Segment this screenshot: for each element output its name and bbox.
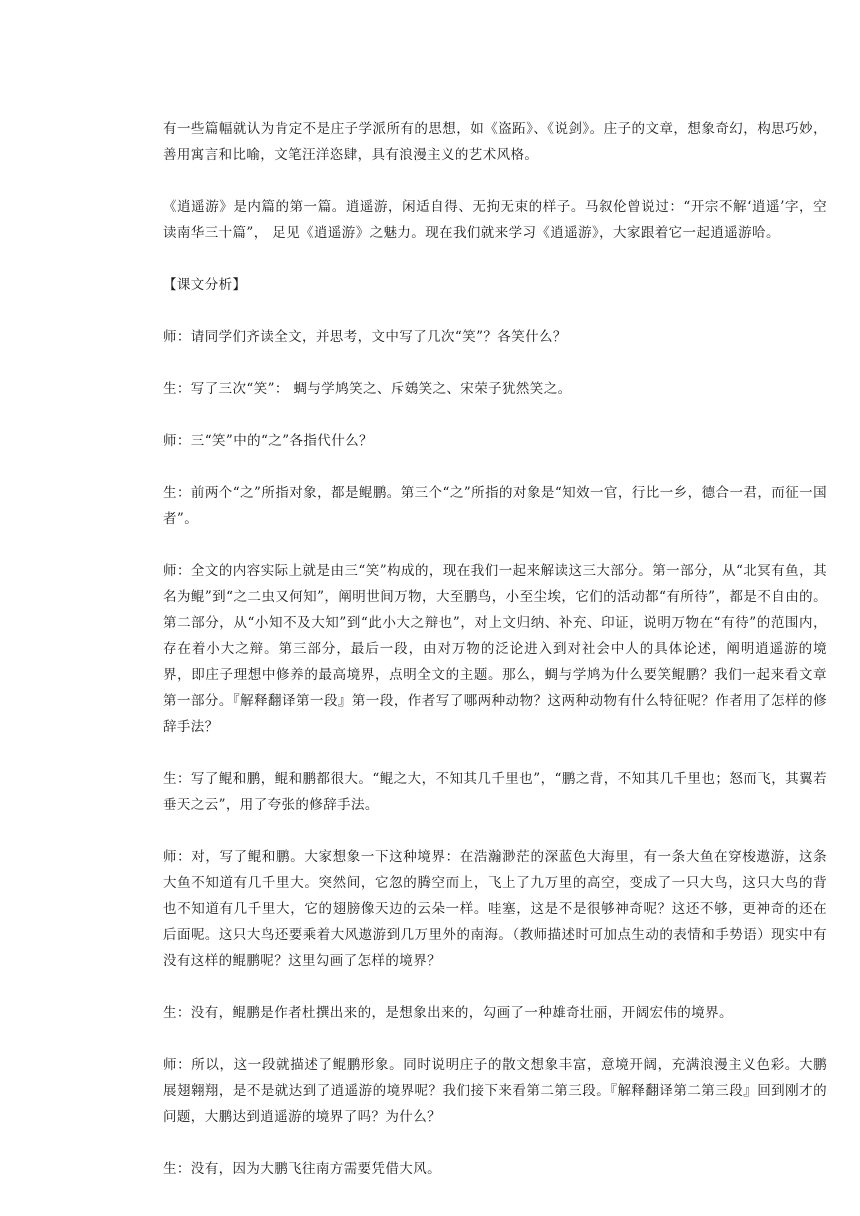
paragraph-student-kun-peng: 生：写了鲲和鹏，鲲和鹏都很大。“鲲之大，不知其几千里也”，“鹏之背，不知其几千里也；怒而飞，其翼若垂天之云”，用了夸张的修辞手法。	[163, 771, 827, 813]
paragraph-teacher-structure: 师：全文的内容实际上就是由三“笑”构成的，现在我们一起来解读这三大部分。第一部分，从“北冥有鱼，其名为鲲”到“之二虫又何知”，阐明世间万物，大至鹏鸟，小至尘埃，它们的活动都“有所待”，都是不自由的。第二部分，从“小知不及大知”到“此小大之辩也”，对上文归纳、补充、印证，说明万物在“有待”的范围内，存在着小大之辩。第三部分，最后一段，由对万物的泛论进入到对社会中人的具体论述，阐明逍遥游的境界，即庄子理想中修养的最高境界，点明全文的主题。那么，蜩与学鸠为什么要笑鲲鹏？我们一起来看文章第一部分。『解释翻译第一段』第一段，作者写了哪两种动物？这两种动物有什么特征呢？作者用了怎样的修辞手法？	[163, 563, 827, 735]
paragraph-zhuangzi-style: 有一些篇幅就认为肯定不是庄子学派所有的思想，如《盗跖》、《说剑》。庄子的文章，想象奇幻，构思巧妙，善用寓言和比喻，文笔汪洋恣肆，具有浪漫主义的艺术风格。	[163, 121, 827, 163]
paragraph-teacher-imagine: 师：对，写了鲲和鹏。大家想象一下这种境界：在浩瀚渺茫的深蓝色大海里，有一条大鱼在穿梭遨游，这条大鱼不知道有几千里大。突然间，它忽的腾空而上，飞上了九万里的高空，变成了一只大鸟，这只大鸟的背也不知道有几千里大，它的翅膀像天边的云朵一样。哇塞，这是不是很够神奇呢？这还不够，更神奇的还在后面呢。这只大鸟还要乘着大风遨游到几万里外的南海。（教师描述时可加点生动的表情和手势语）现实中有没有这样的鲲鹏呢？这里勾画了怎样的境界？	[163, 849, 827, 969]
paragraph-student-answer-laughs: 生：写了三次“笑”： 蜩与学鸠笑之、斥鴳笑之、宋荣子犹然笑之。	[163, 381, 572, 397]
paragraph-teacher-romanticism: 师：所以，这一段就描述了鲲鹏形象。同时说明庄子的散文想象丰富，意境开阔，充满浪漫主义色彩。大鹏展翅翱翔，是不是就达到了逍遥游的境界呢？我们接下来看第二第三段。『解释翻译第二第三段』回到刚才的问题，大鹏达到逍遥游的境界了吗？为什么？	[163, 1057, 827, 1125]
paragraph-teacher-question-zhi: 师：三“笑”中的“之”各指代什么？	[163, 433, 373, 449]
section-heading-text-analysis: 【课文分析】	[163, 277, 247, 293]
paragraph-student-answer-zhi: 生：前两个“之”所指对象，都是鲲鹏。第三个“之”所指的对象是“知效一官，行比一乡，德合一君，而征一国者”。	[163, 485, 827, 527]
paragraph-student-invented: 生：没有，鲲鹏是作者杜撰出来的，是想象出来的，勾画了一种雄奇壮丽，开阔宏伟的境界。	[163, 1005, 733, 1021]
paragraph-student-wind: 生：没有，因为大鹏飞往南方需要凭借大风。	[163, 1161, 441, 1177]
document-body	[163, 116, 827, 1208]
paragraph-teacher-question-laughs: 师：请同学们齐读全文，并思考，文中写了几次“笑”？各笑什么？	[163, 329, 567, 345]
paragraph-xiaoyaoyou-intro: 《逍遥游》是内篇的第一篇。逍遥游，闲适自得、无拘无束的样子。马叙伦曾说过：“开宗不解‘逍遥’字，空读南华三十篇”， 足见《逍遥游》之魅力。现在我们就来学习《逍遥游》，大家跟着它一起逍遥游哈。	[163, 199, 827, 241]
